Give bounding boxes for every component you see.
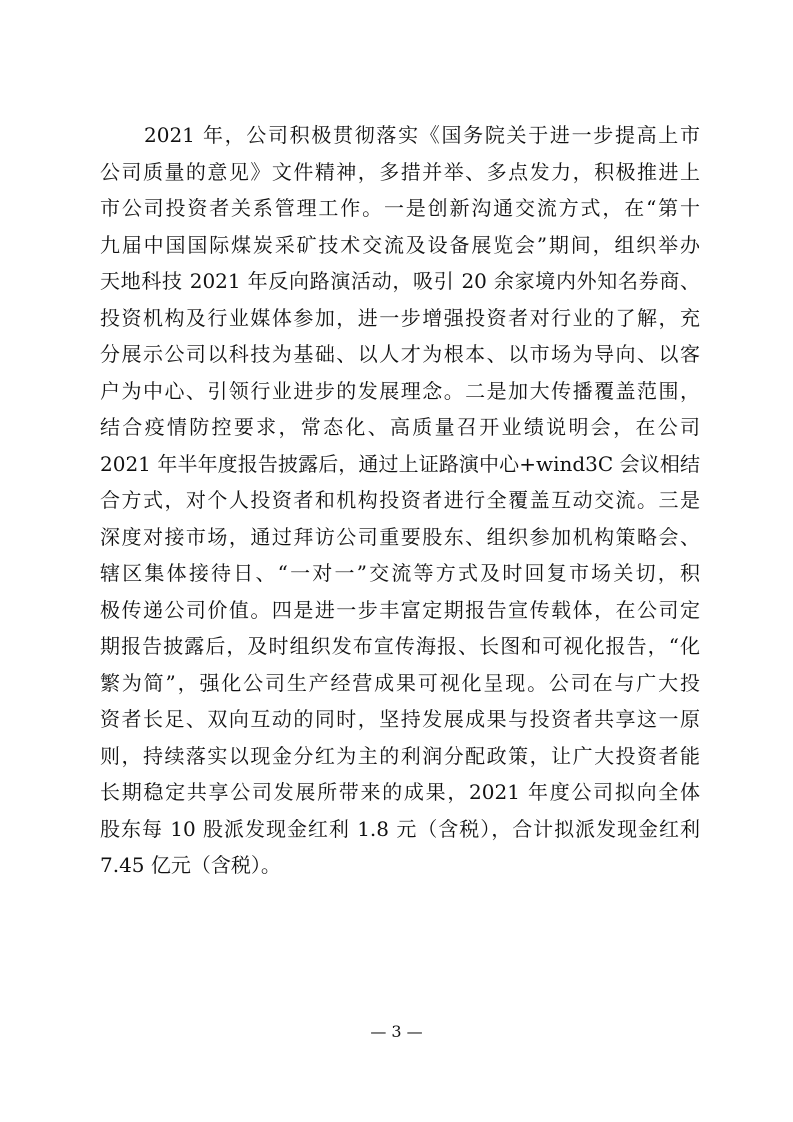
paragraph-line: 分展示公司以科技为基础、以人才为根本、以市场为导向、以客	[100, 342, 700, 366]
paragraph-line: 投资机构及行业媒体参加，进一步增强投资者对行业的了解，充	[100, 305, 700, 330]
body-paragraph	[100, 117, 700, 884]
paragraph-line: 户为中心、引领行业进步的发展理念。二是加大传播覆盖范围，	[100, 378, 700, 403]
paragraph-line: 2021 年半年度报告披露后，通过上证路演中心+wind3C 会议相结	[100, 451, 700, 476]
paragraph-line: 2021 年，公司积极贯彻落实《国务院关于进一步提高上市	[144, 123, 700, 147]
paragraph-line: 极传递公司价值。四是进一步丰富定期报告宣传载体，在公司定	[100, 597, 700, 622]
paragraph-line: 7.45 亿元（含税）。	[100, 853, 281, 877]
paragraph-line: 天地科技 2021 年反向路演活动，吸引 20 余家境内外知名券商、	[100, 269, 700, 293]
paragraph-line: 长期稳定共享公司发展所带来的成果，2021 年度公司拟向全体	[100, 780, 700, 804]
paragraph-line: 繁为简”，强化公司生产经营成果可视化呈现。公司在与广大投	[100, 670, 700, 695]
paragraph-line: 期报告披露后，及时组织发布宣传海报、长图和可视化报告，“化	[100, 634, 700, 658]
paragraph-line: 资者长足、双向互动的同时，坚持发展成果与投资者共享这一原	[100, 707, 700, 731]
paragraph-line: 公司质量的意见》文件精神，多措并举、多点发力，积极推进上	[100, 159, 700, 184]
page-number: — 3 —	[370, 1022, 423, 1041]
paragraph-line: 深度对接市场，通过拜访公司重要股东、组织参加机构策略会、	[100, 524, 700, 549]
paragraph-line: 辖区集体接待日、“一对一”交流等方式及时回复市场关切，积	[100, 561, 700, 585]
paragraph-line: 市公司投资者关系管理工作。一是创新沟通交流方式，在“第十	[100, 196, 700, 220]
paragraph-line: 则，持续落实以现金分红为主的利润分配政策，让广大投资者能	[100, 743, 700, 768]
paragraph-line: 股东每 10 股派发现金红利 1.8 元（含税），合计拟派发现金红利	[100, 816, 700, 841]
paragraph-line: 九届中国国际煤炭采矿技术交流及设备展览会”期间，组织举办	[100, 232, 700, 257]
paragraph-line: 结合疫情防控要求，常态化、高质量召开业绩说明会，在公司	[100, 415, 700, 439]
paragraph-line: 合方式，对个人投资者和机构投资者进行全覆盖互动交流。三是	[100, 488, 700, 512]
